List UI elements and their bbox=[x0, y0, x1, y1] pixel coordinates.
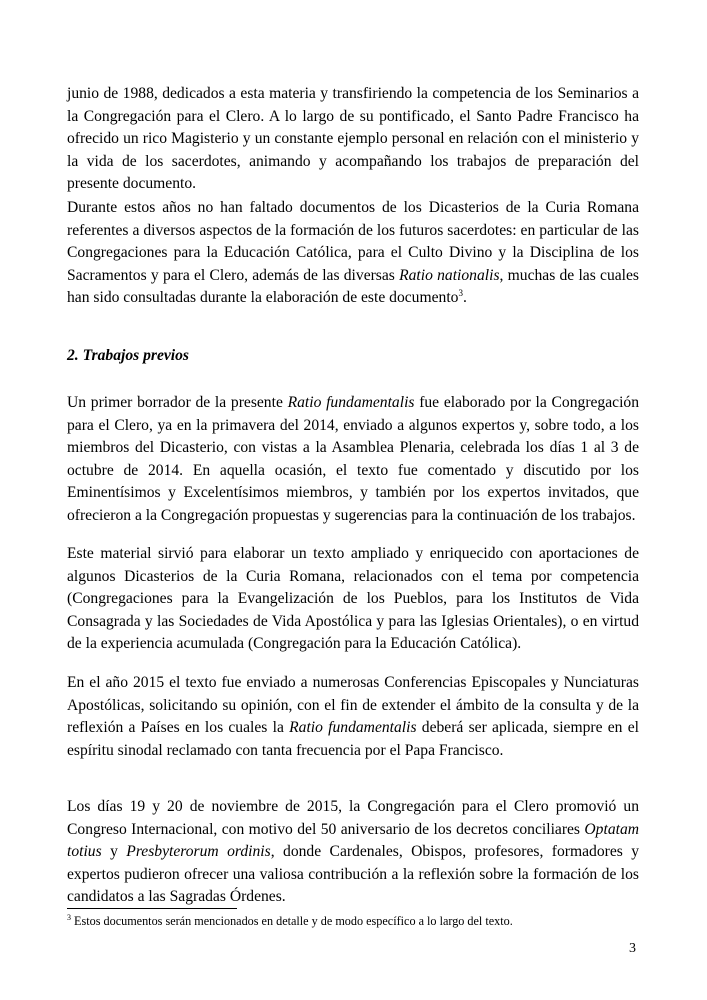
footnote bbox=[67, 913, 639, 929]
paragraph-primer-borrador bbox=[67, 392, 639, 528]
paragraph-text bbox=[67, 672, 639, 762]
page-number: 3 bbox=[629, 941, 636, 956]
section-heading: 2. Trabajos previos bbox=[67, 347, 190, 364]
paragraph-text-part: y bbox=[101, 843, 127, 861]
paragraph-text-part: , muchas de las cuales han sido consultadas durante la elaboración de este documento bbox=[67, 266, 639, 307]
paragraph-text-part: , donde Cardenales, Obispos, profesores, formadores y expertos pudieron ofrecer una valiosa contribución a la reflexión sobre la formación de los candidatos a las Sagradas Órdenes. bbox=[67, 843, 640, 906]
paragraph-text bbox=[67, 796, 639, 909]
paragraph-congreso-internacional bbox=[67, 796, 639, 909]
paragraph-text: Este material sirvió para elaborar un texto ampliado y enriquecido con aportaciones de algunos Dicasterios de la Curia Romana, relacionados con el tema por competencia (Congregaciones para la Evangelización de los Pueblos, para los Institutos de Vida Consagrada y las Sociedades de Vida Apostólica y para las Iglesias Orientales), o en virtud de la experiencia acumulada (Congregación para la Educación Católica). bbox=[67, 545, 639, 653]
footnote-reference[interactable]: 3 bbox=[458, 288, 463, 299]
footnote-number: 3 bbox=[67, 912, 71, 922]
paragraph-text-part: Durante estos años no han faltado documentos de los Dicasterios de la Curia Romana referentes a diversos aspectos de la formación de los futuros sacerdotes: en particular de las Congregaciones para la Educación Católica, para el Culto Divino y la Disciplina de los Sacramentos y para el Clero, además de las diversas bbox=[67, 199, 639, 284]
paragraph-text-part: fue elaborado por la Congregación para el Clero, ya en la primavera del 2014, enviado a algunos expertos y, sobre todo, a los miembros del Dicasterio, con vistas a la Asamblea Plenaria, celebrada los días 1 al 3 de octubre de 2014. En aquella ocasión, el texto fue comentado y discutido por los Eminentísimos y Excelentísimos miembros, y también por los expertos invitados, que ofrecieron a la Congregación propuestas y sugerencias para la continuación de los trabajos. bbox=[67, 394, 639, 524]
italic-term: Ratio fundamentalis bbox=[287, 394, 415, 411]
italic-term: Ratio fundamentalis bbox=[289, 719, 417, 737]
paragraph-material-ampliado bbox=[67, 543, 639, 656]
paragraph-text-part: . bbox=[462, 289, 467, 307]
paragraph-text-part: deberá ser aplicada, siempre en el espíritu sinodal reclamado con tanta frecuencia por el Papa Francisco. bbox=[67, 719, 639, 759]
paragraph-text bbox=[67, 392, 639, 528]
italic-term: Presbyterorum ordinis bbox=[126, 843, 271, 861]
paragraph-text-part: Un primer borrador de la presente bbox=[67, 394, 288, 411]
paragraph-text bbox=[67, 197, 639, 310]
italic-term: Ratio nationalis bbox=[399, 266, 500, 284]
paragraph-junio-1988 bbox=[67, 83, 639, 196]
footnote-divider bbox=[67, 908, 237, 909]
paragraph-text: junio de 1988, dedicados a esta materia y transfiriendo la competencia de los Seminarios a la Congregación para el Clero. A lo largo de su pontificado, el Santo Padre Francisco ha ofrecido un rico Magisterio y un constante ejemplo personal en relación con el ministerio y la vida de los sacerdotes, animando y acompañando los trabajos de preparación del presente documento. bbox=[67, 85, 639, 193]
paragraph-ano-2015 bbox=[67, 672, 639, 762]
paragraph-text-part: En el año 2015 el texto fue enviado a numerosas Conferencias Episcopales y Nunciaturas Apostólicas, solicitando su opinión, con el fin de extender el ámbito de la consulta y de la reflexión a Países en los cuales la bbox=[67, 674, 639, 737]
italic-term: Optatam totius bbox=[67, 820, 639, 861]
footnote-text: Estos documentos serán mencionados en detalle y de modo específico a lo largo del texto. bbox=[71, 914, 513, 928]
paragraph-documentos-dicasterios bbox=[67, 197, 639, 310]
paragraph-text-part: Los días 19 y 20 de noviembre de 2015, la Congregación para el Clero promovió un Congreso Internacional, con motivo del 50 aniversario de los decretos conciliares bbox=[67, 798, 639, 838]
